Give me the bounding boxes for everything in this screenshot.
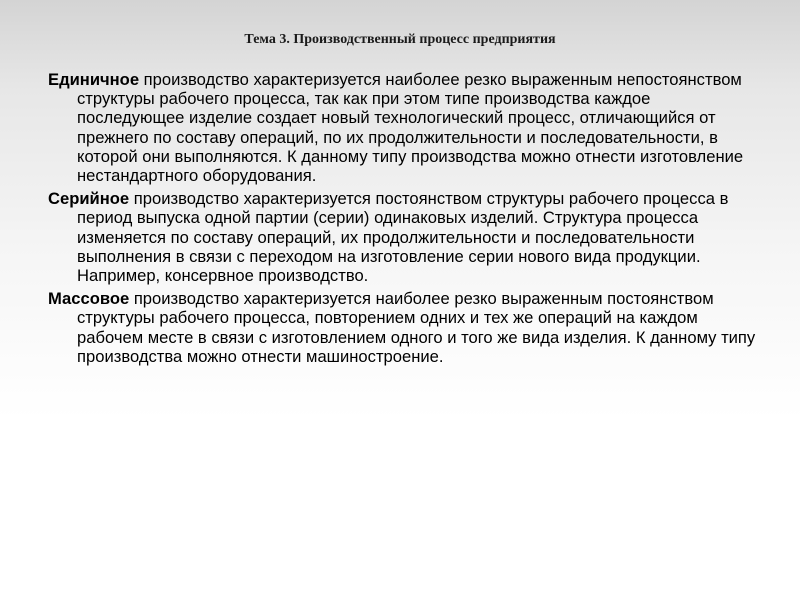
paragraph-text: производство характеризуется постоянством структуры рабочего процесса в период выпуска одной партии (серии) одинаковых изделий. Структура процесса изменяется по составу операций, их продолжительности и последовательности выполнения в связи с переходом на изготовление серии нового вида продукции. Например, консервное производство. <box>77 189 729 286</box>
slide-title: Тема 3. Производственный процесс предприятия <box>244 32 556 47</box>
term-mass-production: Массовое <box>48 289 130 309</box>
paragraph-serial-production <box>48 189 760 285</box>
slide-content <box>48 70 760 370</box>
term-unit-production: Единичное <box>48 70 140 89</box>
term-serial-production: Серийное <box>48 189 130 209</box>
paragraph-unit-production <box>48 70 760 185</box>
paragraph-text: производство характеризуется наиболее резко выраженным постоянством структуры рабочего процесса, повторением одних и тех же операций на каждом рабочем месте в связи с изготовлением одного и того же вида изделия. К данному типу производства можно отнести машиностроение. <box>77 289 756 366</box>
paragraph-mass-production <box>48 289 760 366</box>
paragraph-text: производство характеризуется наиболее резко выраженным непостоянством структуры рабочего процесса, так как при этом типе производства каждое последующее изделие создает новый технологический процесс, отличающийся от прежнего по составу операций, по их продолжительности и последовательности, в которой они выполняются. К данному типу производства можно отнести изготовление нестандартного оборудования. <box>77 70 744 186</box>
